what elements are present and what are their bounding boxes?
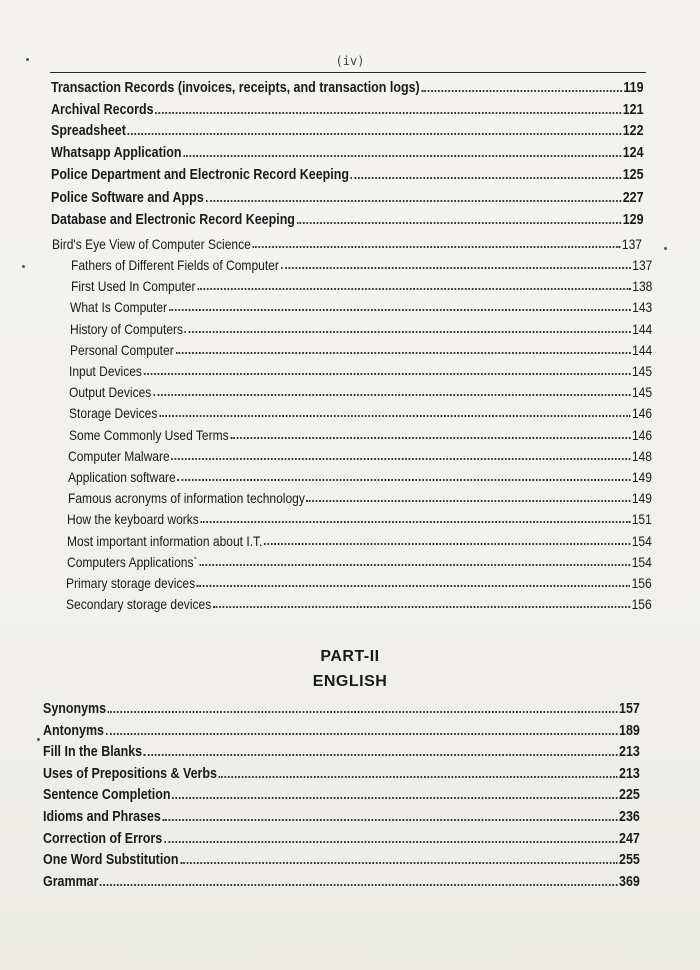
toc-entry-page: 227	[622, 190, 644, 206]
page-number: (iv)	[335, 54, 365, 68]
toc-entry-page: 189	[619, 723, 640, 739]
toc-entry-title: One Word Substitution	[43, 852, 179, 868]
leader-dots	[169, 309, 631, 311]
leader-dots	[230, 437, 630, 439]
toc-entry-title: What Is Computer	[70, 299, 168, 315]
speck	[26, 58, 29, 61]
toc-entry-title: Application software	[68, 469, 176, 485]
leader-dots	[128, 133, 621, 135]
toc-subentry[interactable]	[70, 342, 652, 358]
leader-dots	[197, 585, 630, 587]
toc-entry-title: Output Devices	[69, 384, 152, 400]
toc-entry-title: Secondary storage devices	[66, 596, 212, 612]
toc-entry-page: 122	[622, 123, 644, 139]
leader-dots	[213, 606, 630, 608]
toc-entry-title: Uses of Prepositions & Verbs	[43, 766, 217, 782]
toc-entry-page: 144	[632, 321, 653, 337]
toc-entry-page: 145	[631, 363, 653, 379]
toc-subentry[interactable]	[69, 384, 652, 400]
speck	[22, 265, 25, 268]
leader-dots	[144, 754, 617, 756]
toc-entry-title: Police Software and Apps	[51, 190, 204, 206]
leader-dots	[144, 373, 631, 375]
toc-entry-page: 255	[619, 852, 640, 868]
header-rule	[50, 72, 646, 73]
toc-entry-page: 149	[631, 490, 652, 506]
toc-entry[interactable]	[51, 167, 644, 183]
toc-entry-title: Database and Electronic Record Keeping	[51, 212, 295, 228]
toc-entry-title: Fill In the Blanks	[43, 744, 143, 760]
toc-entry-title: Bird's Eye View of Computer Science	[52, 236, 251, 252]
toc-entry-page: 143	[632, 299, 653, 315]
leader-dots	[307, 500, 631, 502]
speck	[37, 738, 40, 741]
toc-entry-title: Primary storage devices	[66, 575, 196, 591]
toc-entry-page: 157	[619, 701, 640, 717]
toc-entry[interactable]	[43, 831, 640, 847]
leader-dots	[205, 200, 621, 202]
toc-entry[interactable]	[51, 145, 644, 161]
toc-entry-title: Antonyms	[43, 723, 104, 739]
toc-entry[interactable]	[43, 744, 640, 760]
leader-dots	[185, 331, 631, 333]
toc-entry-title: Archival Records	[51, 102, 154, 118]
toc-entry-page: 146	[631, 427, 653, 443]
toc-entry[interactable]	[51, 80, 644, 96]
toc-entry[interactable]	[43, 723, 640, 739]
toc-subentry[interactable]	[67, 533, 652, 549]
toc-entry-page: 369	[619, 874, 640, 890]
toc-entry-title: Most important information about I.T.	[67, 533, 263, 549]
toc-entry-title: Fathers of Different Fields of Computer	[71, 257, 279, 273]
leader-dots	[197, 288, 630, 290]
toc-subentry[interactable]	[68, 469, 652, 485]
leader-dots	[172, 797, 617, 799]
toc-entry-title: Whatsapp Application	[51, 145, 182, 161]
toc-subentry[interactable]	[69, 363, 652, 379]
toc-entry-title: Transaction Records (invoices, receipts, and transaction logs)	[51, 80, 420, 96]
toc-entry-page: 148	[631, 448, 652, 464]
toc-entry-page: 247	[619, 831, 640, 847]
toc-entry-title: Grammar	[43, 874, 99, 890]
toc-subentry[interactable]	[66, 575, 652, 591]
toc-subentry[interactable]	[70, 321, 652, 337]
toc-entry-page: 213	[619, 766, 640, 782]
leader-dots	[177, 479, 630, 481]
toc-entry-title: Police Department and Electronic Record Keeping	[51, 167, 349, 183]
toc-entry-title: Idioms and Phrases	[43, 809, 161, 825]
toc-entry-page: 154	[631, 533, 652, 549]
toc-entry-title: History of Computers	[70, 321, 184, 337]
toc-entry-page: 236	[619, 809, 640, 825]
leader-dots	[421, 90, 621, 92]
leader-dots	[253, 246, 621, 248]
toc-entry-title: Synonyms	[43, 701, 107, 717]
toc-subentry[interactable]	[71, 257, 652, 273]
toc-entry[interactable]	[43, 809, 640, 825]
toc-entry-page: 154	[631, 554, 652, 570]
speck	[664, 247, 667, 250]
leader-dots	[155, 112, 621, 114]
toc-entry-page: 213	[619, 744, 640, 760]
toc-entry-page: 129	[622, 212, 644, 228]
toc-entry-title: Spreadsheet	[51, 123, 126, 139]
toc-entry[interactable]	[51, 102, 644, 118]
toc-entry-page: 156	[631, 596, 652, 612]
toc-entry-title: Correction of Errors	[43, 831, 163, 847]
toc-entry[interactable]	[43, 852, 640, 868]
toc-entry-page: 137	[621, 236, 642, 252]
leader-dots	[164, 841, 617, 843]
toc-entry-page: 225	[619, 787, 640, 803]
toc-entry-title: Some Commonly Used Terms	[69, 427, 229, 443]
toc-entry-page: 144	[632, 342, 653, 358]
leader-dots	[180, 862, 617, 864]
toc-entry-page: 156	[631, 575, 652, 591]
toc-entry[interactable]	[43, 874, 640, 890]
toc-entry-page: 149	[631, 469, 652, 485]
toc-entry[interactable]	[51, 212, 644, 228]
toc-entry-page: 119	[623, 80, 644, 96]
toc-entry-title: Input Devices	[69, 363, 142, 379]
toc-subentry[interactable]	[67, 554, 652, 570]
toc-subentry[interactable]	[66, 596, 652, 612]
leader-dots	[281, 267, 631, 269]
toc-entry-title: Sentence Completion	[43, 787, 171, 803]
leader-dots	[153, 394, 630, 396]
leader-dots	[106, 733, 618, 735]
toc-entry-page: 145	[631, 384, 653, 400]
leader-dots	[100, 884, 617, 886]
leader-dots	[219, 776, 618, 778]
toc-entry-title: Computers Applications`	[67, 554, 198, 570]
toc-subentry[interactable]	[68, 490, 652, 506]
toc-subentry[interactable]	[69, 427, 652, 443]
part-subject: ENGLISH	[312, 673, 388, 690]
toc-entry-page: 138	[632, 278, 653, 294]
toc-subentry[interactable]	[67, 511, 652, 527]
toc-entry-page: 151	[631, 511, 652, 527]
leader-dots	[297, 222, 621, 224]
toc-entry[interactable]	[43, 701, 640, 717]
toc-entry[interactable]	[51, 190, 644, 206]
toc-entry-page: 124	[622, 145, 644, 161]
toc-entry-title: Famous acronyms of information technology	[68, 490, 305, 506]
leader-dots	[199, 564, 630, 566]
part-label: PART-II	[320, 648, 380, 665]
leader-dots	[171, 458, 630, 460]
toc-entry-title: First Used In Computer	[71, 278, 196, 294]
toc-entry[interactable]	[43, 766, 640, 782]
leader-dots	[163, 819, 618, 821]
toc-subentry[interactable]	[71, 278, 652, 294]
toc-entry-page: 125	[622, 167, 644, 183]
toc-entry-page: 121	[622, 102, 644, 118]
toc-entry[interactable]	[43, 787, 640, 803]
leader-dots	[108, 711, 618, 713]
leader-dots	[159, 415, 630, 417]
toc-entry-title: How the keyboard works	[67, 511, 199, 527]
leader-dots	[183, 155, 621, 157]
leader-dots	[201, 521, 630, 523]
toc-subentry[interactable]	[68, 448, 652, 464]
toc-subentry[interactable]	[70, 299, 652, 315]
leader-dots	[175, 352, 630, 354]
toc-subentry[interactable]	[69, 405, 652, 421]
leader-dots	[351, 177, 621, 179]
toc-chapter-heading[interactable]	[52, 236, 642, 252]
toc-entry-title: Personal Computer	[70, 342, 174, 358]
toc-entry-title: Storage Devices	[69, 405, 158, 421]
leader-dots	[264, 543, 630, 545]
toc-entry[interactable]	[51, 123, 644, 139]
toc-entry-title: Computer Malware	[68, 448, 170, 464]
toc-entry-page: 146	[631, 405, 653, 421]
toc-entry-page: 137	[632, 257, 653, 273]
